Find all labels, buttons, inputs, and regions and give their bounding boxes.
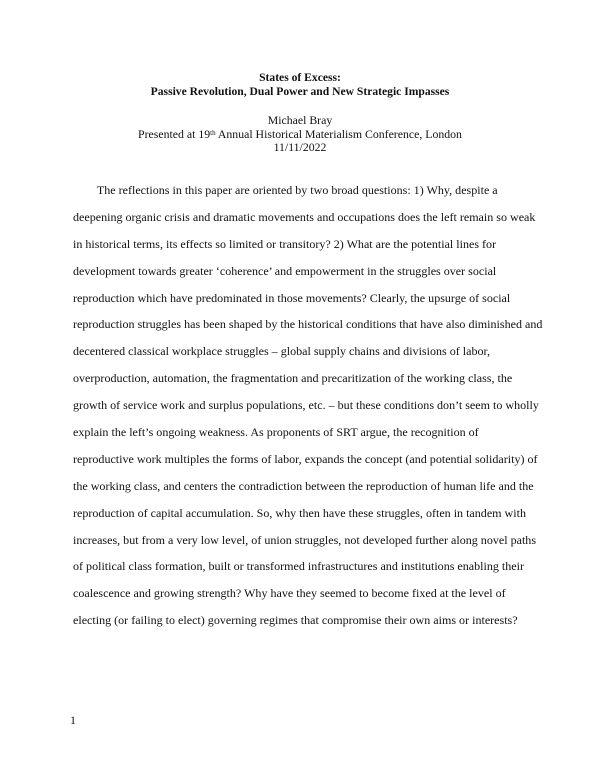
body-line: overproduction, automation, the fragmentation and precaritization of the working class, the [73, 371, 513, 386]
body-line: The reflections in this paper are oriented by two broad questions: 1) Why, despite a [73, 183, 498, 197]
paper-meta [0, 114, 600, 155]
page-number: 1 [70, 713, 76, 727]
title-line-2: Passive Revolution, Dual Power and New Strategic Impasses [150, 85, 450, 98]
body-line: increases, but from a very low level, of union struggles, not developed further along novel paths [73, 532, 537, 547]
venue-prefix: Presented at 19 [138, 126, 211, 141]
venue-line [0, 128, 600, 142]
body-line: reproductive work multiples the forms of labor, expands the concept (and potential solidarity) of [73, 451, 538, 466]
body-line: growth of service work and surplus populations, etc. – but these conditions don’t seem to wholly [73, 398, 539, 413]
body-line: development towards greater ‘coherence’ and empowerment in the struggles over social [73, 263, 497, 278]
body-line: coalescence and growing strength? Why have they seemed to become fixed at the level of [73, 586, 506, 601]
body-paragraph [73, 177, 543, 634]
venue-suffix: Annual Historical Materialism Conference, London [215, 126, 462, 141]
body-line: in historical terms, its effects so limited or transitory? 2) What are the potential lines for [73, 236, 497, 251]
body-line: electing (or failing to elect) governing regimes that compromise their own aims or interests? [73, 613, 518, 628]
body-line: reproduction which have predominated in those movements? Clearly, the upsurge of social [73, 290, 511, 305]
venue-ordinal-suffix: th [210, 128, 216, 137]
title-line-1: States of Excess: [259, 71, 341, 84]
presentation-date: 11/11/2022 [273, 140, 327, 154]
body-line: the working class, and centers the contradiction between the reproduction of human life and the [73, 478, 534, 493]
body-line: explain the left’s ongoing weakness. As proponents of SRT argue, the recognition of [73, 425, 479, 440]
body-line: reproduction struggles has been shaped by the historical conditions that have also diminished and [73, 317, 543, 332]
body-line: decentered classical workplace struggles – global supply chains and divisions of labor, [73, 344, 491, 359]
body-line: of political class formation, built or transformed infrastructures and institutions enabling their [73, 559, 524, 574]
body-line: reproduction of capital accumulation. So, why then have these struggles, often in tandem with [73, 505, 526, 520]
author-name: Michael Bray [267, 113, 333, 127]
paper-title [0, 71, 600, 99]
body-line: deepening organic crisis and dramatic movements and occupations does the left remain so weak [73, 209, 536, 224]
